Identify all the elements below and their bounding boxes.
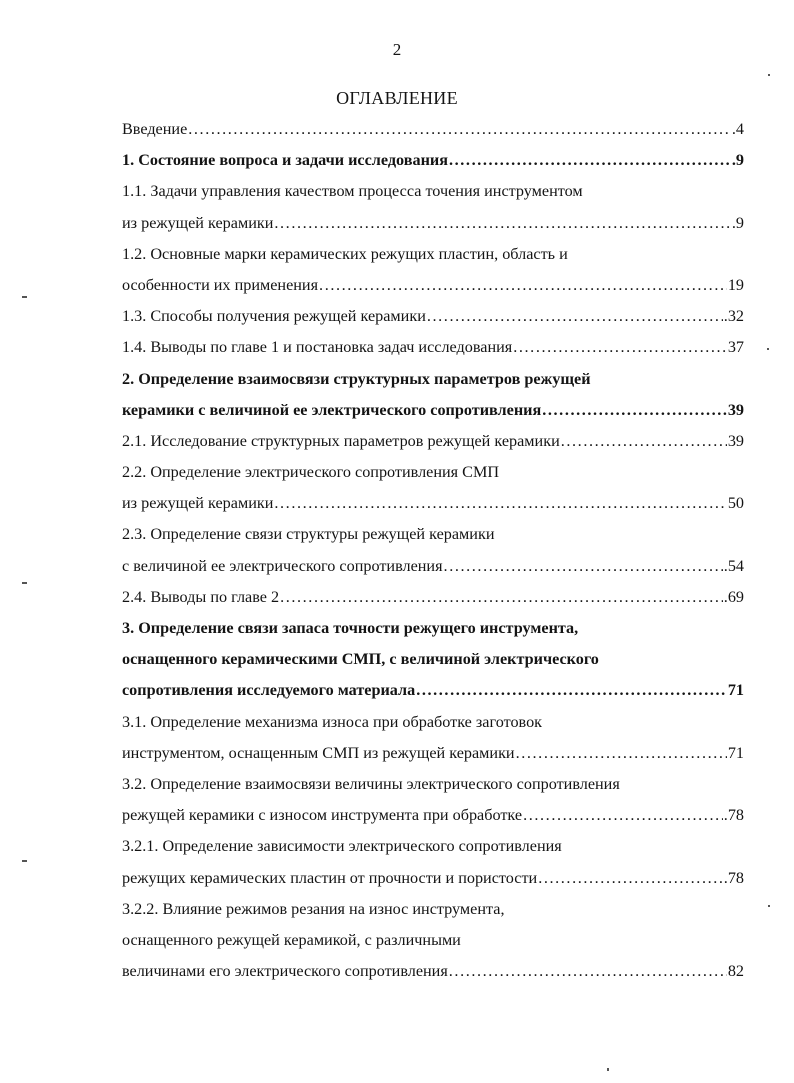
toc-entry-title: сопротивления исследуемого материала	[122, 681, 416, 700]
toc-entry-title: керамики с величиной ее электрического сопротивления	[122, 400, 542, 419]
toc-line	[122, 800, 744, 831]
toc-entry-title: режущей керамики с износом инструмента при обработке	[122, 806, 523, 825]
toc-entry-title: 1. Состояние вопроса и задачи исследования	[122, 151, 448, 170]
toc-dot-leader	[516, 738, 727, 769]
page-title: ОГЛАВЛЕНИЕ	[336, 88, 458, 108]
toc-dot-leader	[188, 114, 731, 145]
scan-mark	[767, 348, 769, 350]
toc-entry-title: Введение	[122, 120, 188, 138]
toc-page-number: .78	[723, 868, 744, 887]
toc-page-number: 19	[727, 275, 744, 294]
toc-page-number: .4	[731, 120, 744, 138]
toc-page-number: .54	[723, 556, 744, 575]
toc-line: 3.2.2. Влияние режимов резания на износ инструмента,	[122, 899, 505, 918]
toc-line	[122, 332, 744, 363]
toc-dot-leader	[449, 956, 727, 987]
toc-dot-leader	[416, 675, 727, 706]
toc-line: 1.1. Задачи управления качеством процесса точения инструментом	[122, 182, 583, 201]
toc-line	[122, 270, 744, 301]
page-number: 2	[392, 40, 402, 59]
toc-line	[122, 956, 744, 987]
toc-line: 3.1. Определение механизма износа при обработке заготовок	[122, 712, 543, 731]
toc-line: оснащенного режущей керамикой, с различными	[122, 930, 461, 949]
scan-mark	[768, 905, 770, 907]
toc-line: 3.2. Определение взаимосвязи величины электрического сопротивления	[122, 774, 620, 793]
toc-page-number: 39	[727, 431, 744, 450]
toc-line: 3.2.1. Определение зависимости электрического сопротивления	[122, 837, 562, 856]
toc-page-number: 37	[727, 338, 744, 357]
toc-dot-leader	[274, 488, 726, 519]
toc-entry-title: режущих керамических пластин от прочности и пористости	[122, 868, 538, 887]
toc-page-number: 50	[727, 494, 744, 513]
toc-page-number: .78	[723, 806, 744, 825]
toc-line	[122, 145, 744, 176]
toc-dot-leader	[561, 426, 727, 457]
scan-mark	[768, 74, 770, 76]
scan-mark	[22, 296, 27, 298]
toc-dot-leader	[280, 582, 723, 613]
toc-page-number: 82	[727, 962, 744, 981]
toc-dot-leader	[523, 800, 723, 831]
toc-line	[122, 395, 744, 426]
scan-mark	[22, 860, 27, 862]
toc-dot-leader	[542, 395, 727, 426]
toc-dot-leader	[274, 208, 730, 239]
toc-page-number: .32	[723, 307, 744, 326]
toc-line: 2.2. Определение электрического сопротивления СМП	[122, 463, 500, 482]
toc-dot-leader	[513, 332, 727, 363]
toc-page-number: 71	[727, 681, 744, 700]
toc-entry-title: с величиной ее электрического сопротивления	[122, 556, 443, 575]
toc-line	[122, 426, 744, 457]
toc-entry-title: из режущей керамики	[122, 494, 274, 513]
toc-page-number: 39	[727, 400, 744, 419]
toc-line: оснащенного керамическими СМП, с величиной электрического	[122, 650, 599, 669]
toc-entry-title: инструментом, оснащенным СМП из режущей керамики	[122, 743, 515, 762]
toc-line	[122, 208, 744, 239]
toc-page-number: .69	[723, 587, 744, 606]
toc-line	[122, 582, 744, 613]
toc-page-number: 71	[727, 743, 744, 762]
toc-page-number: .9	[731, 213, 744, 232]
toc-line	[122, 675, 744, 706]
toc-entry-title: из режущей керамики	[122, 213, 274, 232]
toc-line: 2.3. Определение связи структуры режущей керамики	[122, 525, 495, 544]
toc-dot-leader	[449, 145, 731, 176]
toc-dot-leader	[427, 301, 723, 332]
toc-line: 2. Определение взаимосвязи структурных параметров режущей	[122, 369, 591, 388]
scan-mark	[607, 1068, 609, 1071]
toc-dot-leader	[444, 551, 723, 582]
toc-dot-leader	[538, 863, 723, 894]
toc-entry-title: 1.3. Способы получения режущей керамики	[122, 307, 426, 326]
toc-entry-title: 2.1. Исследование структурных параметров режущей керамики	[122, 431, 560, 450]
toc-line	[122, 738, 744, 769]
toc-entry-title: особенности их применения	[122, 275, 319, 294]
toc-line: 1.2. Основные марки керамических режущих пластин, область и	[122, 244, 568, 263]
toc-line	[122, 488, 744, 519]
toc-dot-leader	[319, 270, 727, 301]
scan-mark	[22, 582, 27, 584]
toc-line	[122, 863, 744, 894]
toc-page-number: .9	[731, 151, 744, 170]
toc-entry-title: величинами его электрического сопротивления	[122, 962, 448, 981]
toc-line: 3. Определение связи запаса точности режущего инструмента,	[122, 619, 579, 637]
toc-line	[122, 551, 744, 582]
toc-line	[122, 114, 744, 145]
table-of-contents	[122, 114, 744, 987]
toc-entry-title: 2.4. Выводы по главе 2	[122, 587, 280, 606]
toc-entry-title: 1.4. Выводы по главе 1 и постановка задач исследования	[122, 338, 513, 357]
toc-line	[122, 301, 744, 332]
